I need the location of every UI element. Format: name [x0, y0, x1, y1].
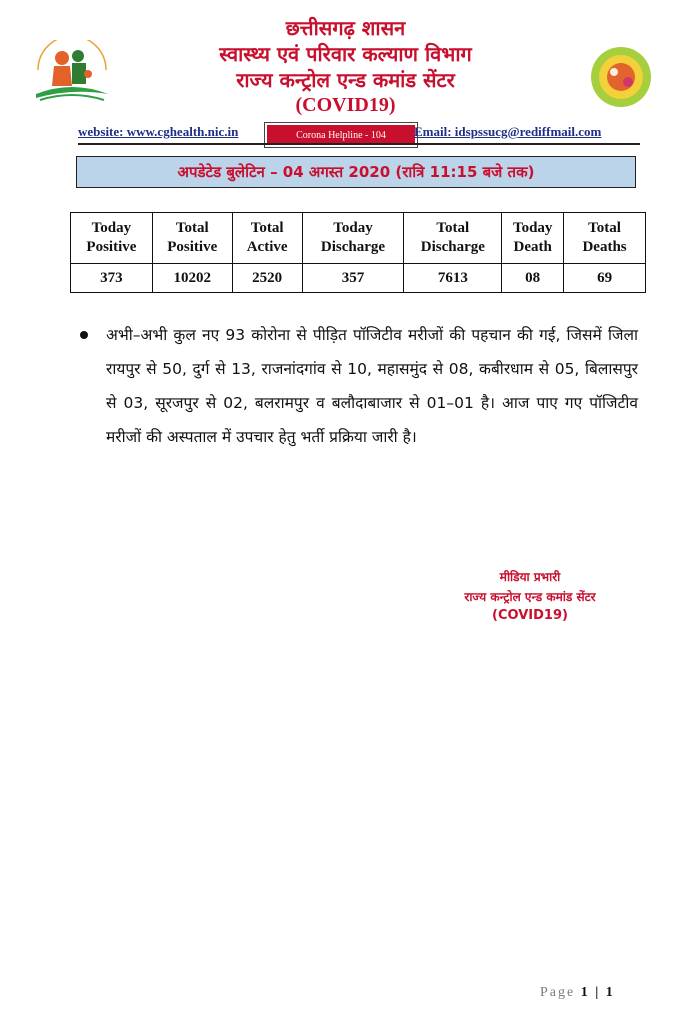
bulletin-title-text: अपडेटेड बुलेटिन – 04 अगस्त 2020 (रात्रि 11:15 बजे तक)	[177, 163, 535, 181]
table-values-row	[71, 264, 646, 293]
header-today-positive: Today Positive	[71, 213, 153, 264]
header-divider	[78, 143, 640, 145]
value-total-discharge: 7613	[404, 264, 502, 293]
department-title: स्वास्थ्य एवं परिवार कल्याण विभाग	[219, 42, 472, 66]
header-total-positive: Total Positive	[152, 213, 232, 264]
bulletin-title	[76, 156, 636, 188]
header-total-deaths: Total Deaths	[564, 213, 646, 264]
header-today-death: Today Death	[502, 213, 564, 264]
covid-stats-table	[70, 212, 646, 293]
value-today-death: 08	[502, 264, 564, 293]
value-today-discharge: 357	[302, 264, 404, 293]
page-label: Page	[540, 985, 576, 1000]
value-total-active: 2520	[232, 264, 302, 293]
value-total-deaths: 69	[564, 264, 646, 293]
signature-role: मीडिया प्रभारी	[499, 570, 561, 584]
govt-title: छत्तीसगढ़ शासन	[285, 16, 406, 40]
control-center-title: राज्य कन्ट्रोल एन्ड कमांड सेंटर	[236, 68, 455, 92]
page-number: 1 | 1	[580, 985, 615, 1000]
value-total-positive: 10202	[152, 264, 232, 293]
website-link[interactable]: website: www.cghealth.nic.in	[78, 124, 239, 139]
header-total-discharge: Total Discharge	[404, 213, 502, 264]
bullet-point	[80, 331, 88, 339]
covid-subtitle: (COVID19)	[295, 94, 396, 116]
signature-office: राज्य कन्ट्रोल एन्ड कमांड सेंटर	[464, 590, 596, 604]
header-today-discharge: Today Discharge	[302, 213, 404, 264]
header-total-active: Total Active	[232, 213, 302, 264]
email-link[interactable]: Email: idspssucg@rediffmail.com	[414, 124, 602, 139]
table-header-row	[71, 213, 646, 264]
value-today-positive: 373	[71, 264, 153, 293]
page-footer	[540, 985, 615, 1001]
helpline-label: Corona Helpline - 104	[267, 125, 415, 145]
signature-covid: (COVID19)	[492, 608, 568, 623]
bulletin-paragraph: अभी–अभी कुल नए 93 कोरोना से पीड़ित पॉजिटीव मरीजों की पहचान की गई, जिसमें जिला रायपुर से 50, दुर्ग से 13, राजनांदगांव से 10, महासमुंद से 08, कबीरधाम से 05, बिलासपुर से 03, सूरजपुर से 02, बलरामपुर व बलौदाबाजार से 01–01 है। आज पाए गए पॉजिटीव मरीजों की अस्पताल में उपचार हेतु भर्ती प्रक्रिया जारी है।	[106, 326, 638, 446]
